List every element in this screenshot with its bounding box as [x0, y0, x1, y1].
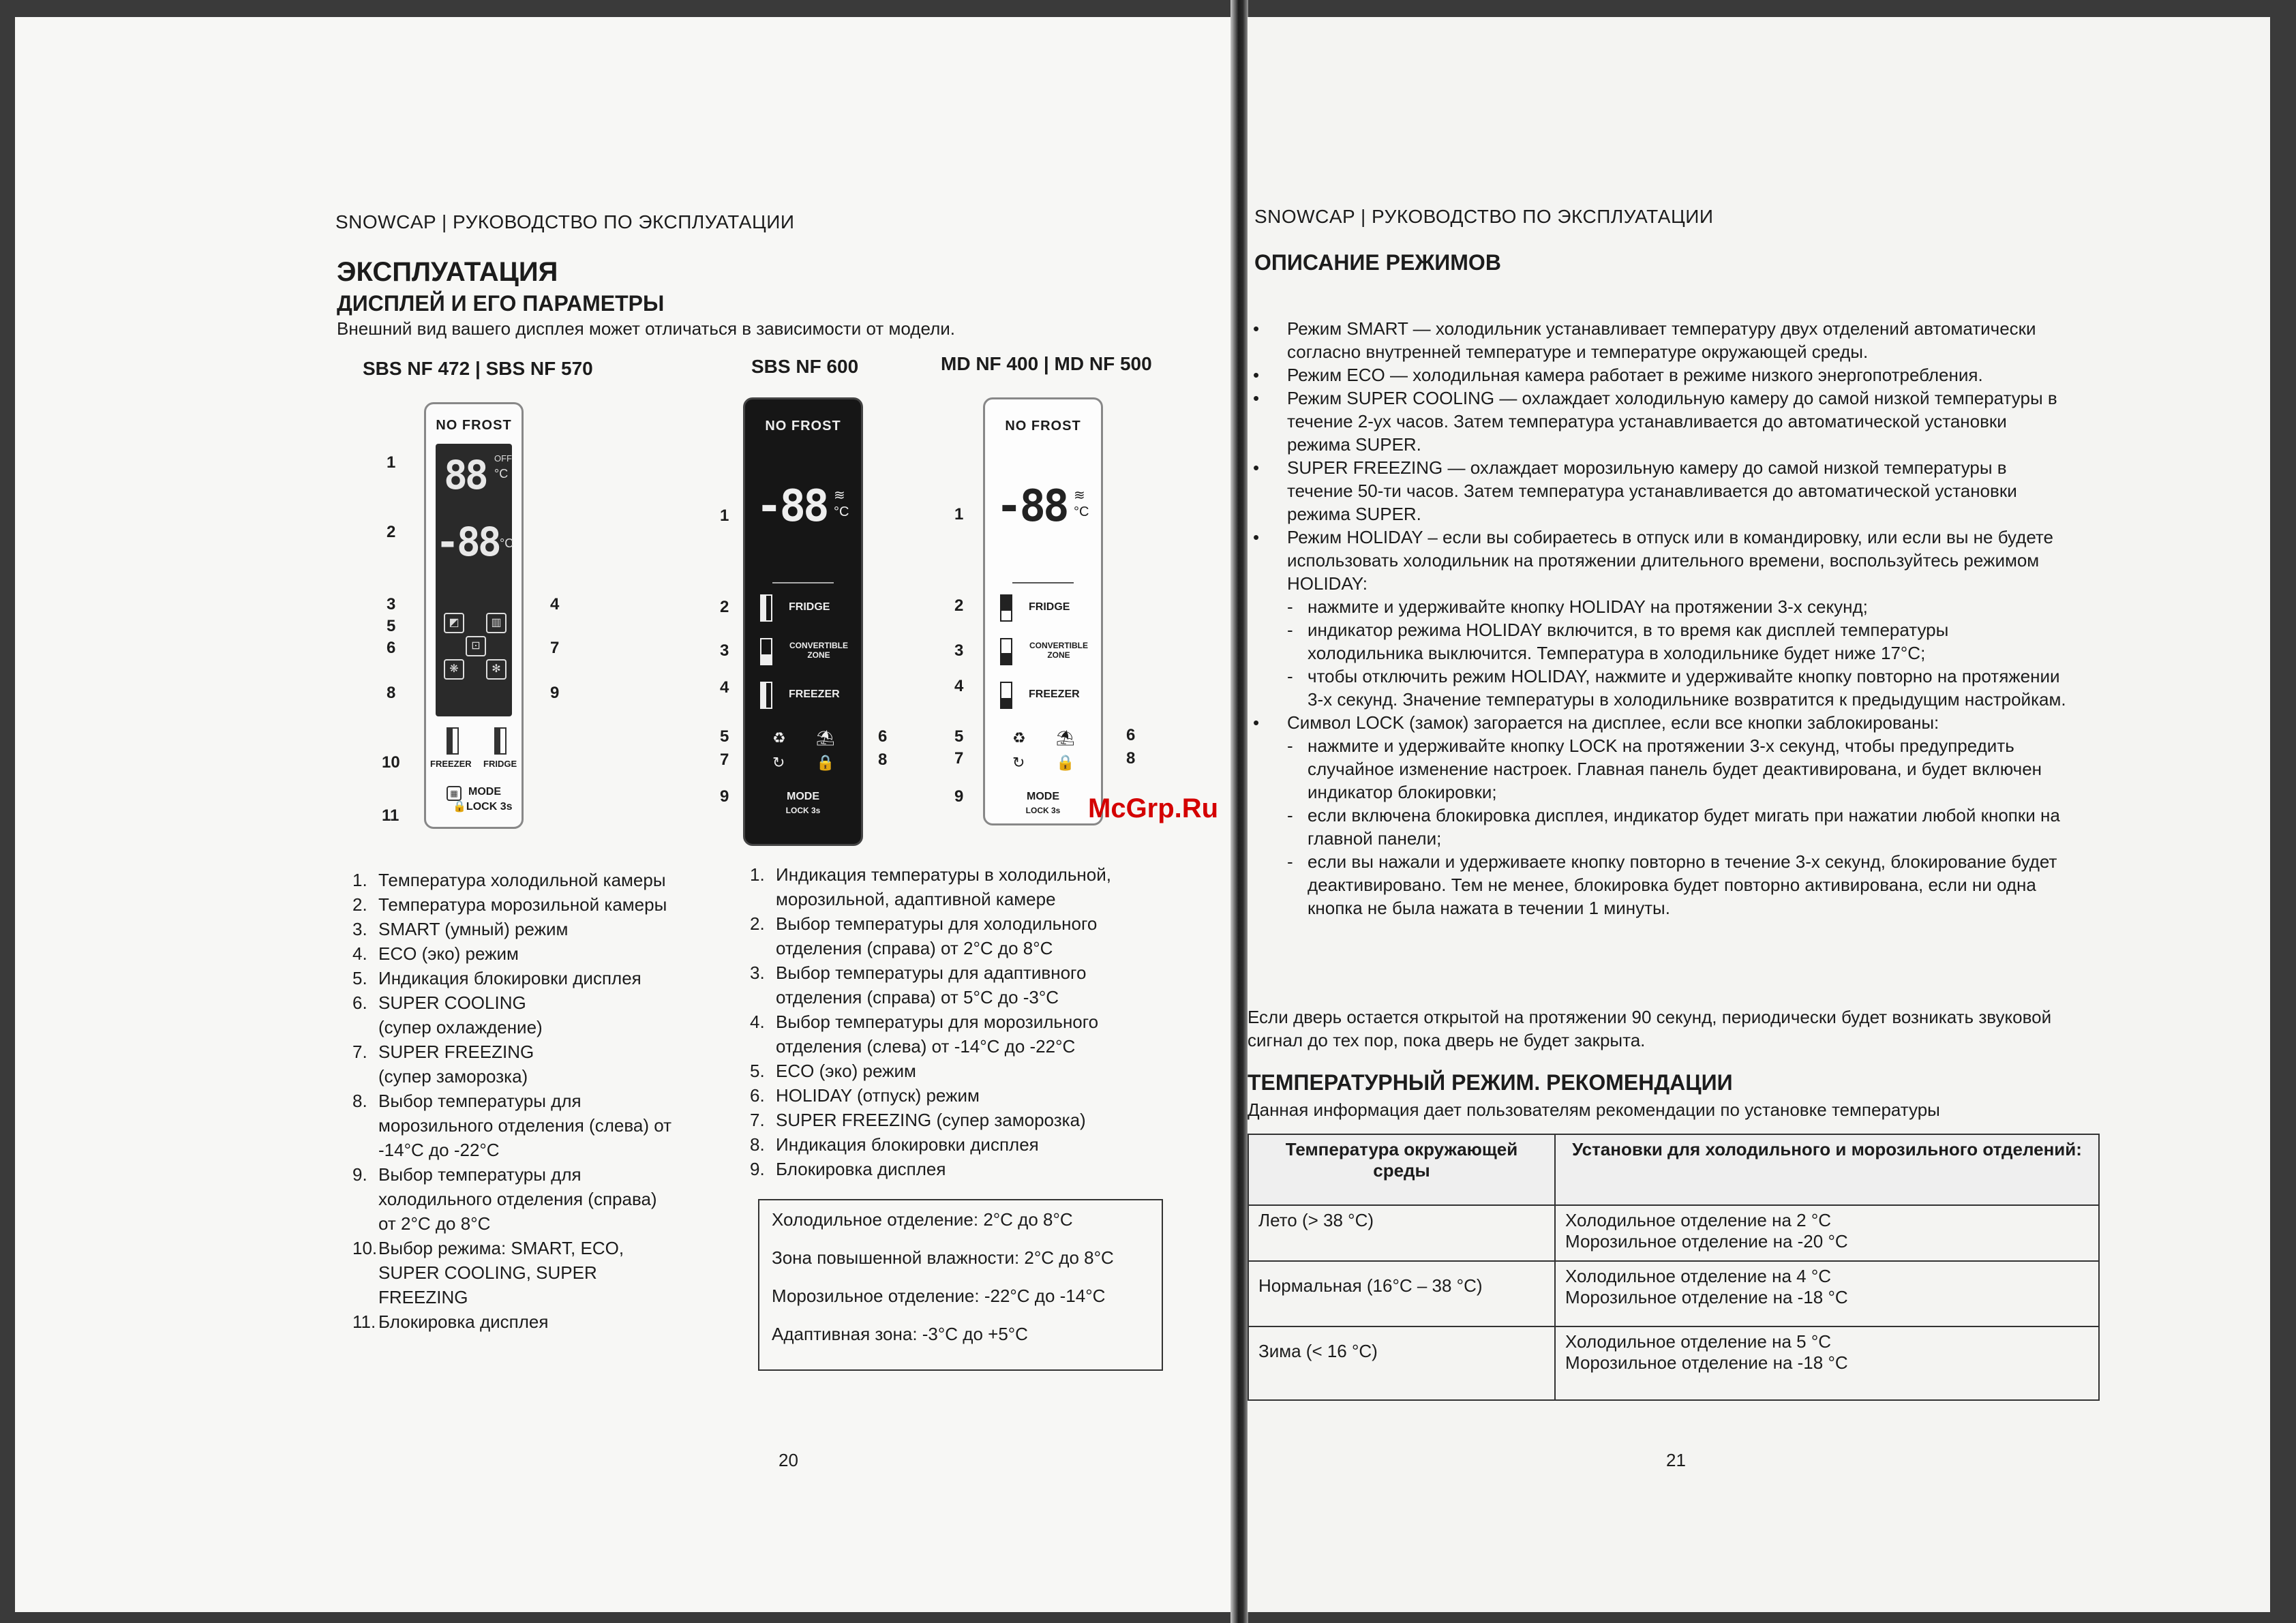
wifi-icon: ≋ [834, 488, 845, 503]
list-item: - чтобы отключить режим HOLIDAY, нажмите и удерживайте кнопку повторно на протяжении [1287, 666, 2060, 686]
list-item: индикатор блокировки; [1308, 782, 1497, 802]
list-item: 7. SUPER FREEZING (супер заморозка) [750, 1110, 1086, 1130]
list-item: -14°C до -22°C [378, 1140, 500, 1160]
convertible-zone-button[interactable]: CONVERTIBLE ZONE [1029, 641, 1088, 660]
callout-number: 9 [720, 787, 729, 806]
list-item: морозильной, адаптивной камере [776, 889, 1056, 909]
callout-number: 8 [387, 684, 396, 702]
list-item: • Режим HOLIDAY – если вы собираетесь в отпуск или в командировку, или если вы не будете [1253, 527, 2054, 547]
callout-number: 2 [954, 596, 964, 615]
nofrost-label: NO FROST [1005, 419, 1081, 434]
list-item: • Символ LOCK (замок) загорается на дисплее, если все кнопки заблокированы: [1253, 712, 1939, 733]
table-cell: Холодильное отделение на 4 °C Морозильное отделение на -18 °C [1555, 1261, 2099, 1326]
callout-number: 5 [720, 727, 729, 746]
zone-range-row: Морозильное отделение: -22°C до -14°C [772, 1286, 1106, 1306]
mode-button[interactable]: MODE [468, 786, 501, 798]
list-item: 10. Выбор режима: SMART, ECO, [352, 1238, 624, 1258]
table-cell: Холодильное отделение на 2 °C Морозильное отделение на -20 °C [1555, 1205, 2099, 1261]
fridge-level-icon [1000, 594, 1012, 622]
unit-label: °C [1074, 504, 1089, 519]
callout-number: 3 [387, 595, 396, 613]
list-item: • Режим ECO — холодильная камера работает в режиме низкого энергопотребления. [1253, 365, 1983, 385]
divider [1012, 582, 1074, 583]
page-title: ОПИСАНИЕ РЕЖИМОВ [1254, 250, 1501, 275]
callout-number: 7 [954, 749, 964, 768]
list-item: морозильного отделения (слева) от [378, 1115, 672, 1136]
zone-level-icon [1000, 638, 1012, 665]
model-label-3: MD NF 400 | MD NF 500 [941, 353, 1152, 374]
temp-digits: -88 [756, 481, 827, 532]
list-item: - если включена блокировка дисплея, индикатор будет мигать при нажатии любой кнопки на [1287, 805, 2060, 825]
unit-label: °C [500, 536, 514, 550]
callout-number: 2 [720, 598, 729, 616]
lock-button[interactable]: LOCK 3s [1025, 806, 1061, 815]
callout-number: 7 [720, 750, 729, 769]
list-item: (супер охлаждение) [378, 1017, 543, 1037]
list-item: отделения (справа) от 2°C до 8°C [776, 938, 1053, 958]
callout-number: 6 [878, 727, 888, 746]
callout-number: 8 [878, 750, 888, 769]
eco-icon: ♻ [1012, 729, 1026, 746]
intro-text: Данная информация дает пользователям рекомендации по установке температуры [1248, 1099, 1940, 1120]
list-item: 11. Блокировка дисплея [352, 1311, 549, 1332]
holiday-icon: ⛱ [816, 729, 835, 746]
callout-number: 4 [720, 678, 729, 697]
super-freezing-icon: ↻ [772, 754, 785, 771]
page-title: ЭКСПЛУАТАЦИЯ [337, 257, 558, 287]
page-number: 21 [1666, 1450, 1686, 1470]
display-panel-1 [424, 402, 524, 829]
divider [772, 582, 834, 583]
fridge-level-icon [494, 727, 507, 755]
callout-number: 8 [1126, 749, 1136, 768]
nofrost-label: NO FROST [765, 419, 841, 434]
list-item: 3-х секунд. Значение температуры в холодильнике возвратится к предыдущим настройкам. [1308, 689, 2066, 710]
list-item: режима SUPER. [1287, 504, 1421, 524]
legend-list-1 [352, 868, 734, 1334]
list-item: 6. SUPER COOLING [352, 992, 526, 1013]
list-item: согласно внутренней температуре и температуре окружающей среды. [1287, 342, 1869, 362]
table-header: Установки для холодильного и морозильного отделений: [1555, 1134, 2099, 1205]
watermark: McGrp.Ru [1088, 793, 1219, 823]
callout-number: 5 [387, 617, 396, 635]
super-cooling-icon: ❋ [444, 659, 464, 680]
table-cell: Лето (> 38 °C) [1248, 1205, 1555, 1261]
page-header: SNOWCAP | РУКОВОДСТВО ПО ЭКСПЛУАТАЦИИ [335, 211, 795, 232]
list-item: - нажмите и удерживайте кнопку HOLIDAY на протяжении 3-х секунд; [1287, 596, 1868, 617]
left-page [15, 17, 1239, 1612]
callout-number: 9 [550, 684, 560, 702]
lock-indicator-icon: ⊡ [466, 636, 486, 656]
callout-number: 4 [954, 677, 964, 695]
callout-number: 2 [387, 523, 396, 541]
fridge-button[interactable]: FRIDGE [1029, 601, 1070, 613]
list-item: деактивировано. Тем не менее, блокировка будет повторно активирована, если ни одна [1308, 875, 2036, 895]
zone-range-box [758, 1199, 1163, 1371]
eco-icon: ♻ [772, 729, 786, 746]
section-title: ДИСПЛЕЙ И ЕГО ПАРАМЕТРЫ [337, 291, 665, 316]
display-panel-2 [743, 397, 863, 846]
page-header: SNOWCAP | РУКОВОДСТВО ПО ЭКСПЛУАТАЦИИ [1254, 206, 1714, 227]
list-item: 4. Выбор температуры для морозильного [750, 1012, 1099, 1032]
table-cell: Нормальная (16°C – 38 °C) [1248, 1261, 1555, 1326]
unit-label: °C [834, 504, 849, 519]
off-label: OFF [494, 453, 512, 464]
fridge-button[interactable]: FRIDGE [789, 601, 830, 613]
freezer-level-icon [447, 727, 459, 755]
list-item: случайное изменение настроек. Главная панель будет деактивирована, и будет включен [1308, 759, 2042, 779]
convertible-zone-button[interactable]: CONVERTIBLE ZONE [789, 641, 848, 660]
freezer-button[interactable]: FREEZER [1029, 688, 1080, 700]
table-cell: Зима (< 16 °C) [1248, 1326, 1555, 1400]
display-panel-3 [983, 397, 1103, 825]
freezer-button-label[interactable]: FREEZER [430, 759, 472, 769]
list-item: 7. SUPER FREEZING [352, 1042, 534, 1062]
list-item: 4. ECO (эко) режим [352, 943, 519, 964]
freezer-temp-digits: -88 [436, 519, 499, 565]
holiday-icon: ⛱ [1056, 729, 1075, 746]
fridge-level-icon [760, 594, 772, 622]
list-item: 8. Выбор температуры для [352, 1091, 581, 1111]
page-number: 20 [779, 1450, 798, 1470]
callout-number: 11 [382, 806, 399, 825]
zone-range-row: Адаптивная зона: -3°C до +5°C [772, 1324, 1028, 1344]
table-header: Температура окружающей среды [1248, 1134, 1555, 1205]
callout-number: 3 [720, 641, 729, 660]
lock-indicator-icon: 🔒 [1056, 754, 1075, 771]
table-row [1248, 1261, 2099, 1326]
list-item: 9. Блокировка дисплея [750, 1159, 946, 1179]
fridge-temp-digits: 88 [444, 452, 486, 498]
book-spine [1230, 0, 1248, 1623]
section-title: ТЕМПЕРАТУРНЫЙ РЕЖИМ. РЕКОМЕНДАЦИИ [1248, 1070, 1733, 1095]
callout-number: 10 [382, 753, 400, 772]
list-item: 3. Выбор температуры для адаптивного [750, 962, 1087, 983]
lcd-screen [436, 444, 512, 716]
list-item: холодильника выключится. Температура в холодильнике будет ниже 17°C; [1308, 643, 1926, 663]
lock-button-label: LOCK 3s [466, 801, 513, 813]
list-item: 5. ECO (эко) режим [750, 1061, 916, 1081]
list-item: 2. Выбор температуры для холодильного [750, 913, 1098, 934]
callout-number: 7 [550, 639, 560, 657]
callout-number: 5 [954, 727, 964, 746]
list-item: отделения (слева) от -14°C до -22°C [776, 1036, 1076, 1057]
model-label-1: SBS NF 472 | SBS NF 570 [363, 358, 593, 379]
list-item: - нажмите и удерживайте кнопку LOCK на протяжении 3-х секунд, чтобы предупредить [1287, 735, 2014, 756]
list-item: • Режим SUPER COOLING — охлаждает холодильную камеру до самой низкой температуры в [1253, 388, 2057, 408]
list-item: от 2°C до 8°C [378, 1213, 491, 1234]
super-freezing-icon: ✻ [486, 659, 507, 680]
zone-range-row: Холодильное отделение: 2°C до 8°C [772, 1209, 1073, 1230]
list-item: - индикатор режима HOLIDAY включится, в то время как дисплей температуры [1287, 620, 1949, 640]
super-freezing-icon: ↻ [1012, 754, 1025, 771]
list-item: 9. Выбор температуры для [352, 1164, 581, 1185]
intro-text: Внешний вид вашего дисплея может отличаться в зависимости от модели. [337, 318, 955, 339]
list-item: 5. Индикация блокировки дисплея [352, 968, 641, 988]
callout-number: 6 [1126, 726, 1136, 744]
lock-indicator-icon: 🔒 [816, 754, 835, 771]
table-cell: Холодильное отделение на 5 °C Морозильное отделение на -18 °C [1555, 1326, 2099, 1400]
wifi-icon: ≋ [1074, 488, 1085, 503]
list-item: использовать холодильник на протяжении длительного времени, воспользуйтесь режимом [1287, 550, 2040, 571]
list-item: SUPER COOLING, SUPER [378, 1262, 597, 1283]
list-item: 1. Температура холодильной камеры [352, 870, 666, 890]
list-item: главной панели; [1308, 828, 1442, 849]
callout-number: 6 [387, 639, 396, 657]
list-item: течение 50-ти часов. Затем температура устанавливается до автоматической установки [1287, 481, 2017, 501]
table-header-row [1248, 1134, 2099, 1205]
right-page [1248, 17, 2270, 1612]
list-item: 1. Индикация температуры в холодильной, [750, 864, 1111, 885]
door-alarm-text: сигнал до тех пор, пока дверь не будет закрыта. [1248, 1030, 1646, 1050]
model-label-2: SBS NF 600 [751, 356, 859, 377]
mode-button[interactable]: MODE [1027, 791, 1059, 802]
table-row [1248, 1205, 2099, 1261]
mode-icon: ▦ [447, 786, 462, 801]
list-item: - если вы нажали и удерживаете кнопку повторно в течение 3-х секунд, блокирование будет [1287, 851, 2057, 872]
unit-label: °C [494, 467, 509, 481]
list-item: 6. HOLIDAY (отпуск) режим [750, 1085, 980, 1106]
lock-button[interactable]: 🔒LOCK 3s [453, 801, 513, 813]
nofrost-label: NO FROST [436, 418, 512, 433]
mode-button[interactable]: MODE [787, 791, 819, 802]
list-item: холодильного отделения (справа) [378, 1189, 657, 1209]
list-item: HOLIDAY: [1287, 573, 1368, 594]
fridge-button-label[interactable]: FRIDGE [483, 759, 517, 769]
list-item: кнопка не была нажата в течении 1 минуты. [1308, 898, 1670, 918]
smart-icon: ◩ [444, 613, 464, 633]
temp-digits: -88 [996, 481, 1067, 532]
eco-icon: ▥ [486, 613, 507, 633]
list-item: • SUPER FREEZING — охлаждает морозильную камеру до самой низкой температуры в [1253, 457, 2007, 478]
list-item: 2. Температура морозильной камеры [352, 894, 667, 915]
list-item: режима SUPER. [1287, 434, 1421, 455]
callout-number: 1 [720, 506, 729, 525]
freezer-level-icon [760, 682, 772, 709]
list-item: отделения (справа) от 5°C до -3°C [776, 987, 1059, 1007]
list-item: 3. SMART (умный) режим [352, 919, 569, 939]
legend-list-2 [750, 862, 1173, 1181]
callout-number: 4 [550, 595, 560, 613]
freezer-button[interactable]: FREEZER [789, 688, 840, 700]
callout-number: 3 [954, 641, 964, 660]
callout-number: 1 [954, 505, 964, 524]
list-item: течение 2-ух часов. Затем температура устанавливается до автоматической установки [1287, 411, 2007, 431]
door-alarm-text: Если дверь остается открытой на протяжении 90 секунд, периодически будет возникать звуковой [1248, 1007, 2052, 1027]
list-item: • Режим SMART — холодильник устанавливает температуру двух отделений автоматически [1253, 318, 2036, 339]
list-item: (супер заморозка) [378, 1066, 528, 1087]
list-item: 8. Индикация блокировки дисплея [750, 1134, 1039, 1155]
lock-button[interactable]: LOCK 3s [785, 806, 821, 815]
zone-level-icon [760, 638, 772, 665]
list-item: FREEZING [378, 1287, 468, 1307]
table-row [1248, 1326, 2099, 1400]
modes-description [1253, 317, 2241, 920]
callout-number: 9 [954, 787, 964, 806]
zone-range-row: Зона повышенной влажности: 2°C до 8°C [772, 1247, 1114, 1268]
temperature-table [1248, 1134, 2100, 1401]
freezer-level-icon [1000, 682, 1012, 709]
callout-number: 1 [387, 453, 396, 472]
